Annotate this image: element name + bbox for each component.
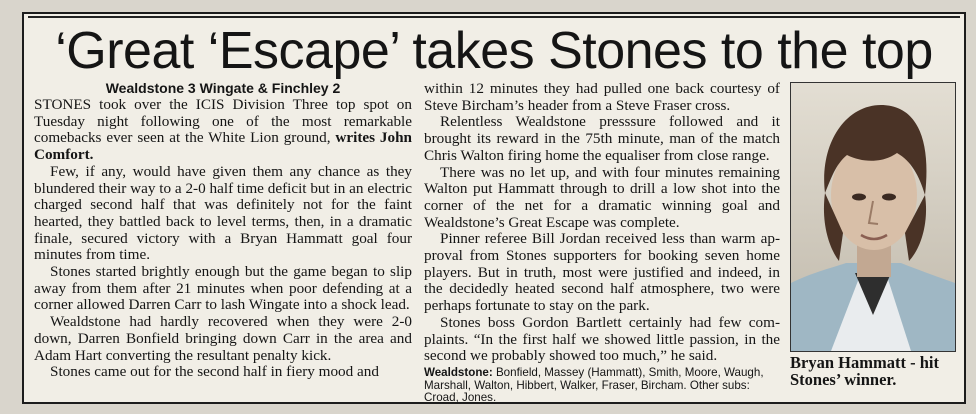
paragraph: Stones came out for the second half in fiery mood and (50, 363, 379, 381)
paragraph (34, 97, 412, 164)
paragraph: Relentless Wealdstone presssure followed and it brought its reward in the 75th minute, man of the match Chris Walton firing home the equaliser from close range. (424, 113, 780, 164)
newspaper-clipping (22, 12, 966, 404)
top-rule (28, 16, 960, 18)
team-lineup (424, 367, 780, 405)
paragraph: Stones started brightly enough but the game began to slip away from them after 21 minutes when poor defending at a corner allowed Darren Carr to lash Wingate into a shock lead. (34, 263, 412, 314)
paragraph: within 12 minutes they had pulled one back courtesy of Steve Bircham’s header from a Steve Fraser cross. (424, 80, 780, 114)
byline: writes John Comfort. (34, 129, 412, 164)
paragraph: Pinner referee Bill Jordan received less than warm approval from Stones supporters for booking seven home players. But in truth, most were justified and indeed, in the decidedly heated second half atmosphere, two were perhaps fortunate to stay on the park. (424, 230, 780, 315)
paragraph-text: STONES took over the ICIS Division Three top spot on Tuesday night following one of the most remarkable comebacks ever seen at the White Lion ground, (34, 96, 412, 147)
photo-caption: Bryan Hammatt - hit Stones’ winner. (790, 353, 939, 389)
article-column-1 (34, 80, 412, 381)
team-lineup-label: Wealdstone: (424, 365, 493, 379)
team-lineup-text: Bonfield, Massey (Hammatt), Smith, Moore, Waugh, Marshall, Walton, Hibbert, Walker, Fraser, Bircham. Other subs: Croad, Jones. (424, 365, 764, 405)
paragraph: Wealdstone had hardly recovered when they were 2-0 down, Darren Bonfield bringing down Carr in the area and Adam Hart converting the resultant penalty kick. (34, 313, 412, 364)
paragraph: Stones boss Gordon Bartlett certainly had few complaints. “In the first half we showed little passion, in the second we probably showed too much,” he said. (424, 313, 780, 365)
paragraph: Few, if any, would have given them any chance as they blundered their way to a 2-0 half time deficit but in an electric charged second half that was definitely not for the faint hearted, they battled back to level terms, then, in a dramatic finale, secured victory with a Bryan Hammatt goal four minutes from time. (34, 162, 412, 264)
match-score-subhead: Wealdstone 3 Wingate & Finchley 2 (105, 80, 341, 96)
player-portrait-image (791, 83, 955, 351)
article-column-2 (424, 81, 780, 405)
paragraph: There was no let up, and with four minutes remaining Walton put Hammatt through to drill a low shot into the corner of the net for a dramatic winning goal and Wealdstone’s Great Escape was complete. (424, 163, 780, 231)
headline: ‘Great ‘Escape’ takes Stones to the top (55, 22, 933, 80)
player-photo (790, 82, 956, 352)
